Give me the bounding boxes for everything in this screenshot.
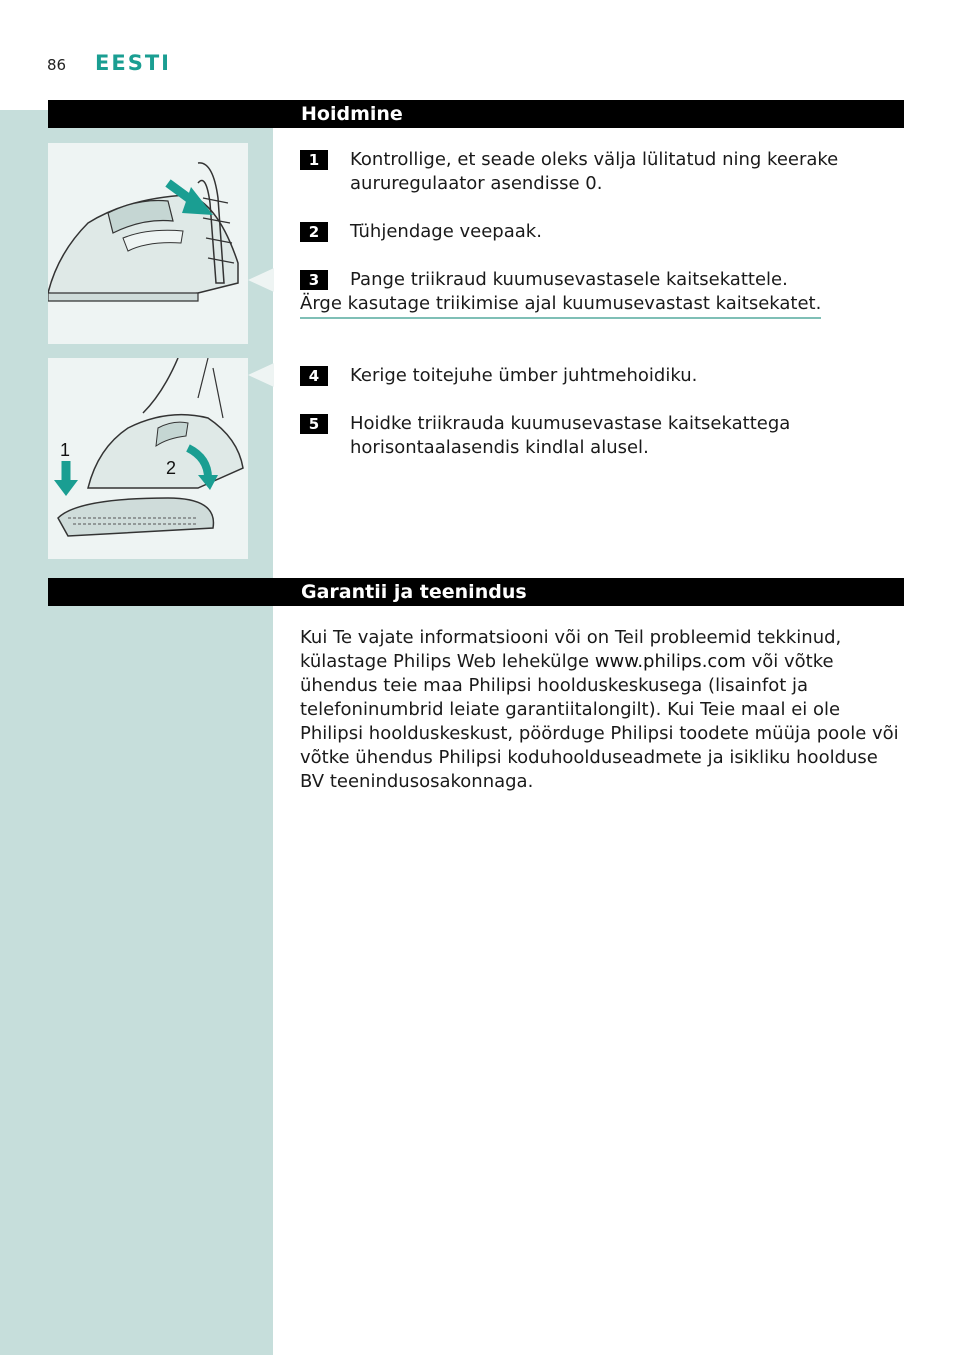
warranty-paragraph — [300, 626, 900, 794]
step-text: Hoidke triikrauda kuumusevastase kaitsekattega — [350, 413, 791, 434]
step-number: 4 — [300, 366, 328, 386]
philips-website-link[interactable]: www.philips.com — [594, 651, 746, 672]
warranty-text-1: Kui Te vajate informatsiooni või on Teil probleemid tekkinud, külastage Philips Web lehekülge — [300, 627, 842, 672]
fig-label-2: 2 — [166, 458, 177, 478]
step-text-cont: horisontaalasendis kindlal alusel. — [350, 437, 649, 458]
language-label: EESTI — [95, 51, 171, 75]
pointer-fig1 — [248, 268, 274, 292]
section-bar-storage — [48, 100, 904, 128]
step-number: 3 — [300, 270, 328, 290]
iron-stand-image — [48, 358, 248, 559]
step-number: 5 — [300, 414, 328, 434]
step-text: Kerige toitejuhe ümber juhtmehoidiku. — [350, 365, 698, 386]
section-bar-warranty — [48, 578, 904, 606]
step-text: Kontrollige, et seade oleks välja lülitatud ning keerake — [350, 149, 839, 170]
illustration-iron-stand — [48, 358, 248, 559]
section-title-storage: Hoidmine — [301, 103, 403, 125]
step-text: Tühjendage veepaak. — [350, 221, 542, 242]
page-number: 86 — [47, 56, 67, 74]
iron-dial-image — [48, 143, 248, 344]
pointer-fig2 — [248, 363, 274, 387]
warranty-text-2: või võtke ühendus teie maa Philipsi hoolduskeskusega (lisainfot ja telefoninumbrid leiate garantiitalongilt). Kui Teie maal ei ole Philipsi hoolduskeskust, pöörduge Philipsi toodete müüja poole või võtke ühendus Philipsi koduhoolduseadmete ja isikliku hoolduse BV teenindusosakonnaga. — [300, 651, 899, 792]
fig-label-1: 1 — [60, 440, 71, 460]
step-number: 1 — [300, 150, 328, 170]
warning-note: Ärge kasutage triikimise ajal kuumusevastast kaitsekatet. — [300, 292, 821, 319]
step-number: 2 — [300, 222, 328, 242]
illustration-iron-cord — [48, 143, 248, 344]
step-text: Pange triikraud kuumusevastasele kaitsekattele. — [350, 269, 788, 290]
section-title-warranty: Garantii ja teenindus — [301, 581, 527, 603]
step-text-cont: aururegulaator asendisse 0. — [350, 173, 603, 194]
